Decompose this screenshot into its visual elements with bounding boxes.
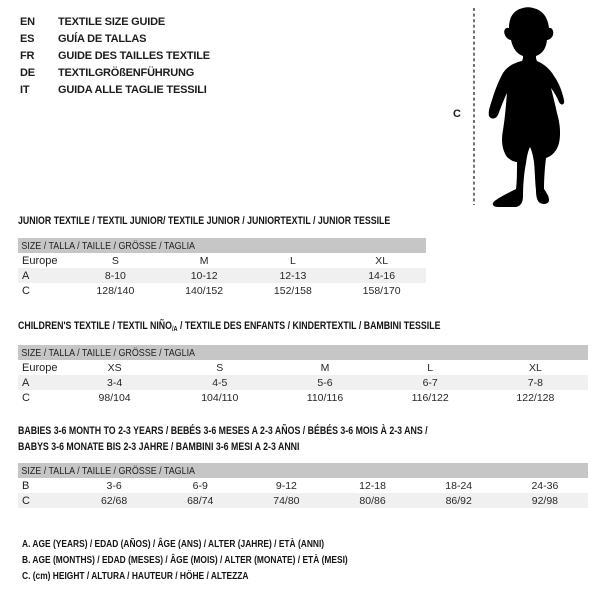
language-code: ES [20,32,35,45]
babies-title-line1: BABIES 3-6 MONTH TO 2-3 YEARS / BEBÉS 3-6 MESES A 2-3 AÑOS / BÉBÉS 3-6 MOIS À 2-3 ANS / [18,425,428,437]
size-cell: 12-13 [279,269,307,282]
children-title-subscript: /A [171,326,178,333]
table-row [18,268,426,283]
table-row [18,283,426,298]
babies-title-line2: BABYS 3-6 MONATE BIS 2-3 JAHRE / BAMBINI 3-6 MESI A 2-3 ANNI [18,441,300,453]
table-row [18,360,588,375]
size-cell: 158/170 [362,284,401,297]
size-header-text: SIZE / TALLA / TAILLE / GRÖSSE / TAGLIA [21,346,196,359]
children-section-title [18,320,440,333]
size-header-band [18,463,588,478]
language-row [20,81,210,98]
table-row [18,390,588,405]
size-cell: S [216,361,224,374]
size-cell: 12-18 [359,479,386,492]
table-row [18,375,588,390]
row-label: B [22,479,30,492]
language-title: TEXTILGRÖßENFÜHRUNG [58,66,195,79]
babies-section-title [18,423,428,455]
table-row [18,478,588,493]
language-header-list [20,13,210,98]
size-header-band [18,238,426,253]
legend-line-c: C. (cm) HEIGHT / ALTURA / HAUTEUR / HÖHE / ALTEZZA [22,570,249,582]
junior-size-table [18,238,426,298]
language-code: IT [20,83,30,96]
language-title: GUIDA ALLE TAGLIE TESSILI [58,83,207,96]
size-cell: 140/152 [185,284,224,297]
language-title: GUIDE DES TAILLES TEXTILE [58,49,210,62]
language-code: DE [20,66,35,79]
measurement-legend [22,536,429,584]
size-cell: 80/86 [359,494,386,507]
language-row [20,13,210,30]
size-header-text: SIZE / TALLA / TAILLE / GRÖSSE / TAGLIA [21,239,196,252]
size-cell: 8-10 [104,269,126,282]
children-size-table [18,345,588,405]
size-header-row [18,345,588,360]
size-cell: 68/74 [187,494,214,507]
children-title-post: / TEXTILE DES ENFANTS / KINDERTEXTIL / BAMBINI TESSILE [177,320,441,332]
row-label: C [22,284,30,297]
size-cell: 9-12 [275,479,297,492]
size-cell: 62/68 [100,494,128,507]
size-cell: 10-12 [190,269,218,282]
size-cell: M [199,254,209,267]
size-cell: 5-6 [317,376,333,389]
legend-line-b: B. AGE (MONTHS) / EDAD (MESES) / ÂGE (MOIS) / ALTER (MONATE) / ETÀ (MESI) [22,554,348,566]
children-title-pre: CHILDREN'S TEXTILE / TEXTIL NIÑO [18,320,172,332]
size-cell: 122/128 [516,391,555,404]
size-cell: 6-7 [422,376,438,389]
size-header-row [18,463,588,478]
size-cell: 24-36 [531,479,559,492]
size-cell: 98/104 [98,391,131,404]
size-cell: 104/110 [201,391,239,404]
size-cell: M [320,361,330,374]
size-cell: 3-6 [106,479,122,492]
size-cell: 110/116 [306,391,344,404]
language-title: GUÍA DE TALLAS [58,32,147,45]
size-cell: 14-16 [368,269,396,282]
row-label: C [22,391,30,404]
height-measure-label: C [453,108,461,120]
size-cell: 7-8 [527,376,543,389]
row-label: Europe [22,254,58,267]
legend-line-a: A. AGE (YEARS) / EDAD (AÑOS) / ÂGE (ANS) / ALTER (JAHRE) / ETÀ (ANNI) [22,538,325,550]
row-label: A [22,376,30,389]
size-cell: 92/98 [531,494,559,507]
size-cell: 18-24 [445,479,473,492]
size-cell: XL [375,254,389,267]
junior-section-title: JUNIOR TEXTILE / TEXTIL JUNIOR/ TEXTILE JUNIOR / JUNIORTEXTIL / JUNIOR TESSILE [18,215,391,227]
size-cell: 74/80 [273,494,300,507]
size-cell: S [111,254,119,267]
baby-silhouette-icon [489,7,564,207]
table-row [18,493,588,508]
row-label: Europe [22,361,58,374]
language-title: TEXTILE SIZE GUIDE [58,15,166,28]
size-cell: XS [107,361,122,374]
baby-height-figure [446,6,576,208]
size-cell: 152/158 [273,284,312,297]
size-cell: 128/140 [96,284,135,297]
size-header-row [18,238,426,253]
size-cell: 4-5 [212,376,228,389]
row-label: C [22,494,30,507]
size-cell: 86/92 [445,494,472,507]
size-cell: L [427,361,434,374]
row-label: A [22,269,30,282]
language-code: EN [20,15,35,28]
size-cell: 116/122 [411,391,449,404]
language-code: FR [20,49,35,62]
size-header-band [18,345,588,360]
language-row [20,30,210,47]
language-row [20,47,210,64]
table-row [18,253,426,268]
language-row [20,64,210,81]
babies-size-table [18,463,588,508]
size-cell: XL [528,361,542,374]
size-cell: 3-4 [107,376,123,389]
size-header-text: SIZE / TALLA / TAILLE / GRÖSSE / TAGLIA [21,464,196,477]
size-cell: 6-9 [192,479,208,492]
size-cell: L [289,254,296,267]
